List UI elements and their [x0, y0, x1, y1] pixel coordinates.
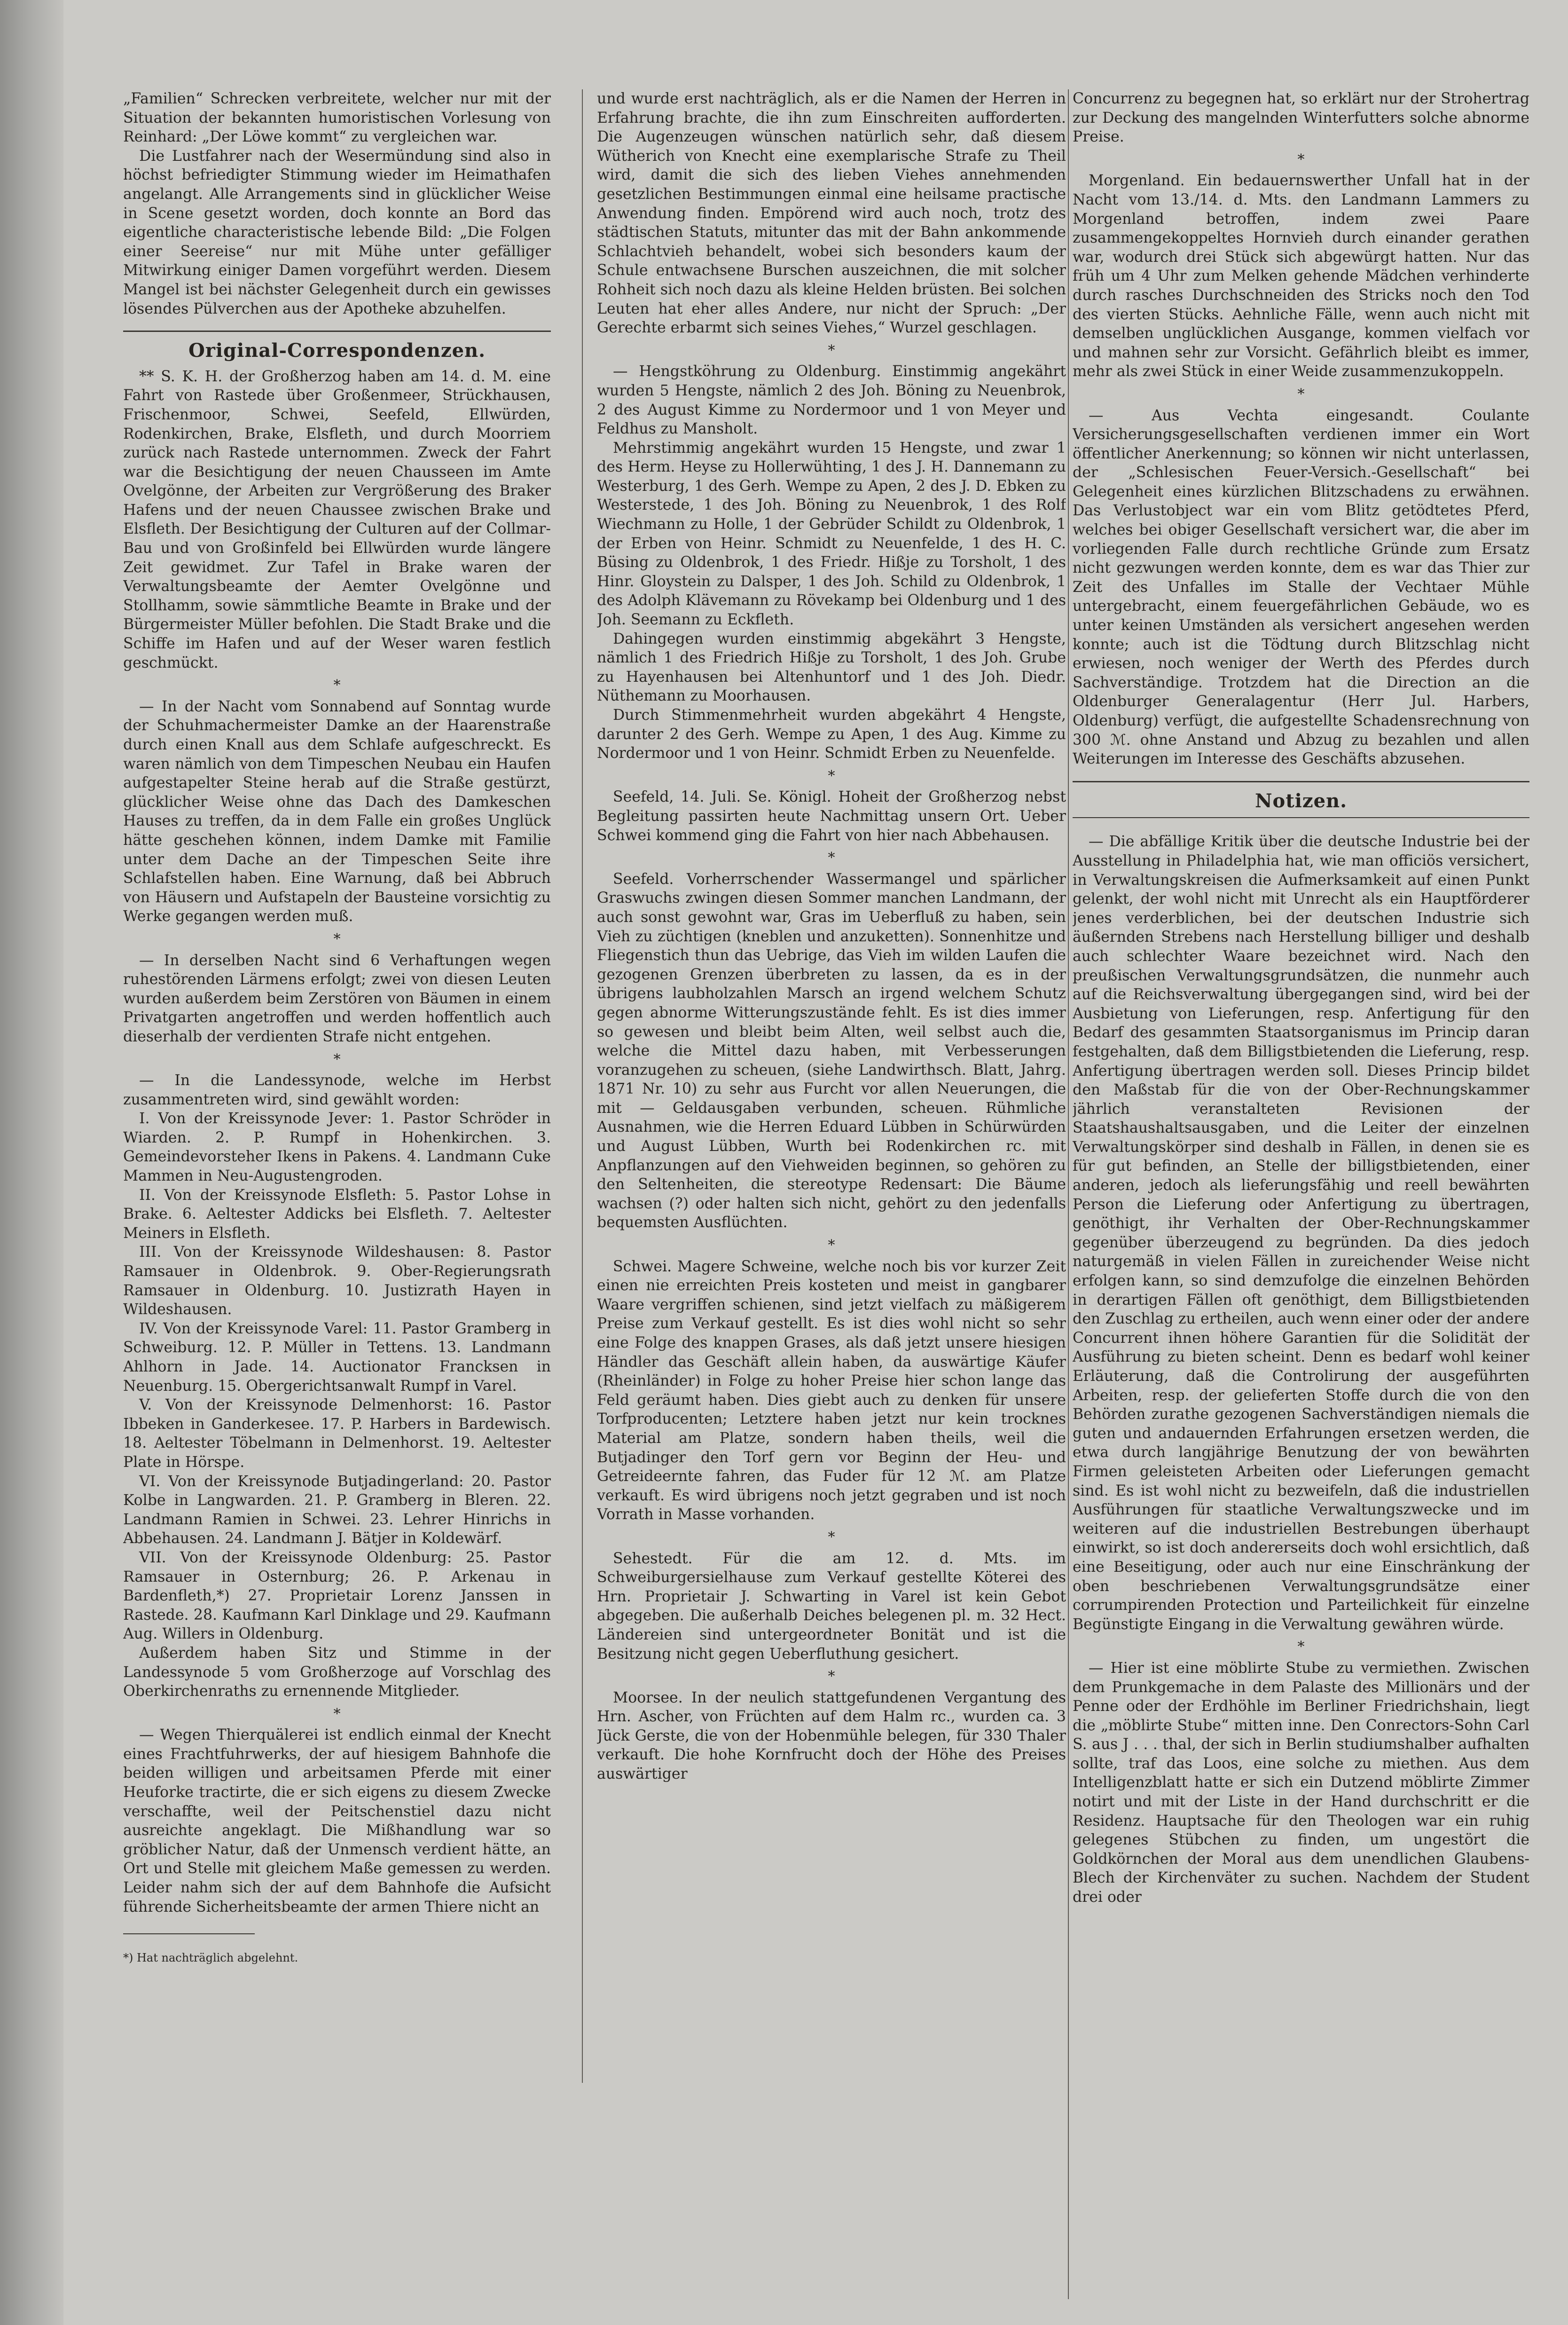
column-rule-2: [1068, 89, 1069, 2299]
list-paragraph: I. Von der Kreissynode Jever: 1. Pastor Schröder in Wiarden. 2. P. Rumpf in Hohenkirchen. 3. Gemeindevorsteher Ikens in Pakens. 4. Landmann Cuke Mammen in Neu-Augustengroden.: [123, 1110, 551, 1185]
article-paragraph: Sehestedt. Für die am 12. d. Mts. im Schweiburgersielhause zum Verkauf gestellte Köterei des Hrn. Proprietair J. Schwarting in Varel ist kein Gebot abgegeben. Die außerhalb Deiches belegenen pl. m. 32 Hect. Ländereien sind untergeordneter Bonität und ist die Besitzung nicht gegen Ueberfluthung gesichert.: [597, 1550, 1066, 1663]
asterisk-divider: *: [333, 930, 341, 947]
article-paragraph: ** S. K. H. der Großherzog haben am 14. d. M. eine Fahrt von Rastede über Großenmeer, Strückhausen, Frischenmoor, Schwei, Seefeld, Ellwürden, Rodenkirchen, Brake, Elsfleth, und durch Moorriem zurück nach Rastede unternommen. Zweck der Fahrt war die Besichtigung der neuen Chausseen im Amte Ovelgönne, der Arbeiten zur Vergrößerung des Braker Hafens und der neuen Chaussee zwischen Brake und Elsfleth. Der Besichtigung der Culturen auf der Collmar-Bau und von Großinfeld bei Ellwürden wurde längere Zeit gewidmet. Zur Tafel in Brake waren der Verwaltungsbeamte der Aemter Ovelgönne und Stollhamm, sowie sämmtliche Beamte in Brake und der Bürgermeister Müller befohlen. Die Stadt Brake und die Schiffe im Hafen und auf der Weser waren festlich geschmückt.: [123, 368, 551, 671]
section-heading: Notizen.: [1254, 789, 1348, 812]
article-paragraph: Dahingegen wurden einstimmig abgekährt 3 Hengste, nämlich 1 des Friedrich Hißje zu Torsholt, 1 des Joh. Grube zu Hayenhausen bei Altenhuntorf und 1 des Joh. Diedr. Nüthemann zu Moorhausen.: [597, 630, 1066, 705]
footnote-rule: [123, 1933, 255, 1934]
section-divider: [123, 331, 551, 332]
article-paragraph: — Aus Vechta eingesandt. Coulante Versicherungsgesellschaften verdienen immer ein Wort öffentlicher Anerkennung; so können wir nicht unterlassen, der „Schlesischen Feuer-Versich.-Gesellschaft“ bei Gelegenheit eines kürzlichen Blitzschadens zu erwähnen. Das Verlustobject war ein vom Blitz getödtetes Pferd, welches bei obiger Gesellschaft versichert war, die aber im vorliegenden Falle durch rechtliche Gründe zum Ersatz nicht gezwungen werden konnte, dem es war das Thier zur Zeit des Unfalles im Stalle der Vechtaer Mühle untergebracht, einem feuergefährlichen Gebäude, wo es unter keinen Umständen als versichert angesehen werden konnte; auch ist die Tödtung durch Blitzschlag nicht erwiesen, noch weniger der Werth des Pferdes durch Sachverständige. Trotzdem hat die Direction an die Oldenburger Generalagentur (Herr Jul. Harbers, Oldenburg) verfügt, die aufgestellte Schadensrechnung von 300 ℳ. ohne Anstand und Abzug zu bezahlen und allen Weiterungen im Interesse des Geschäfts abzusehen.: [1073, 407, 1529, 768]
section-heading: Original-Correspondenzen.: [188, 339, 486, 362]
list-paragraph: II. Von der Kreissynode Elsfleth: 5. Pastor Lohse in Brake. 6. Aeltester Addicks bei Elsfleth. 7. Aeltester Meiners in Elsfleth.: [123, 1186, 551, 1242]
footnote: *) Hat nachträglich abgelehnt.: [123, 1951, 298, 1965]
column-rule-1: [582, 89, 583, 2083]
article-paragraph: Moorsee. In der neulich stattgefundenen Vergantung des Hrn. Ascher, von Früchten auf dem Halm rc., wurden ca. 3 Jück Gerste, die von der Hobenmühle belegen, für 330 Thaler verkauft. Die hohe Kornfrucht doch der Höhe des Preises auswärtiger: [597, 1689, 1066, 1783]
article-paragraph: Schwei. Magere Schweine, welche noch bis vor kurzer Zeit einen nie erreichten Preis kosteten und meist in gangbarer Waare vergriffen schienen, sind jetzt vielfach zu mäßigerem Preise zum Verkauf gestellt. Es ist dies wohl nicht so sehr eine Folge des knappen Grases, als daß jetzt unsere hiesigen Händler das Geschäft allein haben, da auswärtige Käufer (Rheinländer) in Folge zu hoher Preise hier schon lange das Feld geräumt haben. Dies giebt auch zu denken für unsere Torfproducenten; Letztere haben jetzt nur kein trocknes Material am Platze, sondern haben theils, weil die Butjadinger den Torf gern vor Beginn der Heu- und Getreideernte fahren, das Fuder für 12 ℳ. am Platze verkauft. Es wird übrigens noch jetzt gegraben und ist noch Vorrath in Masse vorhanden.: [597, 1258, 1066, 1523]
asterisk-divider: *: [828, 1529, 835, 1545]
article-paragraph: Außerdem haben Sitz und Stimme in der Landessynode 5 vom Großherzoge auf Vorschlag des Oberkirchenraths zu ernennende Mitglieder.: [123, 1644, 551, 1700]
article-paragraph: Die Lustfahrer nach der Wesermündung sind also in höchst befriedigter Stimmung wieder im Heimathafen angelangt. Alle Arrangements sind in glücklicher Weise in Scene gesetzt worden, doch konnte an Bord das eigentliche characteristische lebende Bild: „Die Folgen einer Seereise“ nur mit Mühe unter gefälliger Mitwirkung einiger Damen vorgeführt werden. Diesem Mangel ist bei nächster Gelegenheit durch ein gewisses lösendes Pülverchen aus der Apotheke abzuhelfen.: [123, 147, 551, 317]
list-paragraph: III. Von der Kreissynode Wildeshausen: 8. Pastor Ramsauer in Oldenbrok. 9. Ober-Regierungsrath Ramsauer in Oldenburg. 10. Justizrath Hayen in Wildeshausen.: [123, 1244, 551, 1318]
asterisk-divider: *: [828, 1668, 835, 1685]
asterisk-divider: *: [333, 1051, 341, 1068]
binding-gutter: [0, 0, 63, 2325]
asterisk-divider: *: [828, 1237, 835, 1254]
article-paragraph: — Die abfällige Kritik über die deutsche Industrie bei der Ausstellung in Philadelphia hat, wie man officiös versichert, in Verwaltungskreisen die Aufmerksamkeit auf einen Punkt gelenkt, der wohl nicht mit Unrecht als ein Hauptförderer jenes verderblichen, bei der deutschen Industrie sich äußernden Strebens nach Herstellung billiger und deshalb auch schlechter Waare bezeichnet wird. Nach den preußischen Verwaltungsgrundsätzen, die nunmehr auch auf die Reichsverwaltung übergegangen sind, wird bei der Ausbietung von Lieferungen, resp. Anfertigung für den Bedarf des gesammten Staatsorganismus im Princip daran festgehalten, daß dem Billigstbietenden die Lieferung, resp. Anfertigung übertragen werden soll. Dieses Princip bildet den Maßstab für die von der Ober-Rechnungskammer jährlich veranstalteten Revisionen der Staatshaushaltsausgaben, und die Leiter der einzelnen Verwaltungskörper sind deshalb in Fällen, in denen sie es für gut befinden, an Stelle der billigstbietenden, einer anderen, jedoch als lieferungsfähig und reell bewährten Person die Lieferung oder Anfertigung zu übertragen, genöthigt, ihr Verhalten der Ober-Rechnungskammer gegenüber überzeugend zu begründen. Da dies jedoch naturgemäß in vielen Fällen in zureichender Weise nicht erfolgen kann, so sind demzufolge die einzelnen Behörden in derartigen Fällen oft genöthigt, dem Billigstbietenden den Zuschlag zu ertheilen, auch wenn einer oder der andere Concurrent ihnen höhere Garantien für die Solidität der Ausführung zu bieten scheint. Denn es bedarf wohl keiner Erläuterung, daß die Controlirung der ausgeführten Arbeiten, resp. der gelieferten Stoffe durch die von den Behörden zurathe gezogenen Sachverständigen niemals die guten und andauernden Erfahrungen ersetzen werden, die etwa durch langjährige Benutzung der von bewährten Firmen geleisteten Arbeiten oder Lieferungen gemacht sind. Es ist wohl nicht zu bezweifeln, daß die industriellen Ausführungen für staatliche Verwaltungszwecke und im weiteren auf die industriellen Bestrebungen überhaupt einwirkt, so ist doch andererseits doch wohl ersichtlich, daß eine Beseitigung, oder auch nur eine Einschränkung der oben beschriebenen Verwaltungsgrundsätze einer corrumpirenden Protection und Parteilichkeit für einzelne Begünstigte Eingang in die Verwaltung gewähren würde.: [1073, 833, 1529, 1633]
article-paragraph: Mehrstimmig angekährt wurden 15 Hengste, und zwar 1 des Herm. Heyse zu Hollerwühting, 1 des J. H. Dannemann zu Westerburg, 1 des Gerh. Wempe zu Apen, 2 des J. D. Ebken zu Westerstede, 1 des Joh. Böning zu Neuenbrok, 1 des Rolf Wiechmann zu Holle, 1 der Gebrüder Schildt zu Oldenbrok, 1 der Erben von Heinr. Schmidt zu Neuenfelde, 1 des H. C. Büsing zu Oldenbrok, 1 des Friedr. Hißje zu Torsholt, 1 des Hinr. Gloystein zu Dalsper, 1 des Joh. Schild zu Oldenbrok, 1 des Adolph Klävemann zu Rövekamp bei Oldenburg und 1 des Joh. Seemann zu Eckfleth.: [597, 439, 1066, 629]
article-paragraph: „Familien“ Schrecken verbreitete, welcher nur mit der Situation der bekannten humoristischen Vorlesung von Reinhard: „Der Löwe kommt“ zu vergleichen war.: [123, 90, 551, 146]
list-paragraph: VI. Von der Kreissynode Butjadingerland: 20. Pastor Kolbe in Langwarden. 21. P. Gramberg in Bleren. 22. Landmann Ramien in Schwei. 23. Lehrer Hinrichs in Abbehausen. 24. Landmann J. Bätjer in Koldewärf.: [123, 1473, 551, 1547]
asterisk-divider: *: [828, 850, 835, 867]
article-paragraph: Durch Stimmenmehrheit wurden abgekährt 4 Hengste, darunter 2 des Gerh. Wempe zu Apen, 1 des Aug. Kimme zu Nordermoor und 1 von Heinr. Schmidt Erben zu Neuenfelde.: [597, 707, 1066, 762]
article-paragraph: Seefeld, 14. Juli. Se. Königl. Hoheit der Großherzog nebst Begleitung passirten heute Nachmittag unsern Ort. Ueber Schwei kommend ging die Fahrt von hier nach Abbehausen.: [597, 788, 1066, 844]
heading-underline: [1073, 817, 1529, 818]
list-paragraph: VII. Von der Kreissynode Oldenburg: 25. Pastor Ramsauer in Osternburg; 26. P. Arkenau in Bardenfleth,*) 27. Proprietair Lorenz Janssen in Rastede. 28. Kaufmann Karl Dinklage und 29. Kaufmann Aug. Willers in Oldenburg.: [123, 1549, 551, 1643]
article-paragraph: Concurrenz zu begegnen hat, so erklärt nur der Strohertrag zur Deckung des mangelnden Winterfutters solche abnorme Preise.: [1073, 90, 1529, 146]
article-paragraph: Morgenland. Ein bedauernswerther Unfall hat in der Nacht vom 13./14. d. Mts. den Landmann Lammers zu Morgenland betroffen, indem zwei Paare zusammengekoppeltes Hornvieh durch einander gerathen war, wodurch drei Stück sich abgewürgt hatten. Nur das früh um 4 Uhr zum Melken gehende Mädchen verhinderte durch rasches Durchschneiden des Stricks noch den Tod des vierten Stücks. Aehnliche Fälle, wenn auch nicht mit demselben unglücklichen Ausgange, kommen vielfach vor und mahnen sehr zur Vorsicht. Gefährlich bleibt es immer, mehr als zwei Stück in einer Weide zusammenzukoppeln.: [1073, 172, 1529, 380]
column-1: [123, 89, 551, 2299]
article-paragraph: und wurde erst nachträglich, als er die Namen der Herren in Erfahrung brachte, die ihn zum Einschreiten aufforderten. Die Augenzeugen wünschen natürlich sehr, daß diesem Wütherich von Knecht eine exemplarische Strafe zu Theil wird, damit die sich des lieben Viehes annehmenden gesetzlichen Bestimmungen einmal eine heilsame practische Anwendung finden. Empörend wird auch noch, trotz des städtischen Statuts, mitunter das mit der Bahn ankommende Schlachtvieh behandelt, wobei sich besonders kaum der Schule entwachsene Burschen auszeichnen, die mit solcher Rohheit sich noch dazu als kleine Helden brüsten. Bei solchen Leuten hat eher alles Andere, nur nicht der Spruch: „Der Gerechte erbarmt sich seines Viehes,“ Wurzel geschlagen.: [597, 90, 1066, 337]
section-divider: [1073, 781, 1529, 782]
asterisk-divider: *: [333, 1705, 341, 1722]
column-3: [1073, 89, 1529, 2299]
article-paragraph: — Wegen Thierquälerei ist endlich einmal der Knecht eines Frachtfuhrwerks, der auf hiesigem Bahnhofe die beiden willigen und arbeitsamen Pferde mit einer Heuforke tractirte, die er sich eigens zu diesem Zwecke verschaffte, weil der Peitschenstiel dazu nicht ausreichte angeklagt. Die Mißhandlung war so gröblicher Natur, daß der Unmensch verdient hätte, an Ort und Stelle mit gleichem Maße gemessen zu werden. Leider nahm sich der auf dem Bahnhofe die Aufsicht führende Sicherheitsbeamte der armen Thiere nicht an: [123, 1726, 551, 1915]
asterisk-divider: *: [1297, 386, 1305, 402]
asterisk-divider: *: [828, 767, 835, 784]
article-paragraph: — In die Landessynode, welche im Herbst zusammentreten wird, sind gewählt worden:: [123, 1072, 551, 1108]
article-paragraph: — Hengstköhrung zu Oldenburg. Einstimmig angekährt wurden 5 Hengste, nämlich 2 des Joh. Böning zu Neuenbrok, 2 des August Kimme zu Nordermoor und 1 von Meyer und Feldhus zu Mansholt.: [597, 363, 1066, 438]
column-2: [597, 89, 1066, 2299]
asterisk-divider: *: [828, 342, 835, 359]
article-paragraph: — In der Nacht vom Sonnabend auf Sonntag wurde der Schuhmachermeister Damke an der Haarenstraße durch einen Knall aus dem Schlafe aufgeschreckt. Es waren nämlich von dem Timpeschen Neubau ein Haufen aufgestapelter Steine herab auf die Straße gestürzt, glücklicher Weise ohne das Dach des Damkeschen Hauses zu treffen, da in dem Falle ein großes Unglück hätte geschehen können, indem Damke mit Familie unter dem Dache an der Timpeschen Seite ihre Schlafstellen haben. Eine Warnung, daß bei Abbruch von Häusern und Aufstapeln der Bausteine vorsichtig zu Werke gegangen werden muß.: [123, 698, 551, 925]
asterisk-divider: *: [333, 677, 341, 694]
article-paragraph: — Hier ist eine möblirte Stube zu vermiethen. Zwischen dem Prunkgemache in dem Palaste des Millionärs und der Penne oder der Erdhöhle im Berliner Friedrichshain, liegt die „möblirte Stube“ mitten inne. Den Conrectors-Sohn Carl S. aus J . . . thal, der sich in Berlin studiumshalber aufhalten sollte, traf das Loos, eine solche zu miethen. Aus dem Intelligenzblatt hatte er sich ein Dutzend möblirte Zimmer notirt und mit der Liste in der Hand durchschritt er die Residenz. Hauptsache für den Theologen war ein ruhig gelegenes Stübchen zu finden, um ungestört die Goldkörnchen der Moral aus dem unendlichen Glaubens-Blech der Kirchenväter zu suchen. Nachdem der Student drei oder: [1073, 1659, 1529, 1906]
asterisk-divider: *: [1297, 1639, 1305, 1655]
list-paragraph: V. Von der Kreissynode Delmenhorst: 16. Pastor Ibbeken in Ganderkesee. 17. P. Harbers in Bardewisch. 18. Aeltester Töbelmann in Delmenhorst. 19. Aeltester Plate in Hörspe.: [123, 1396, 551, 1471]
asterisk-divider: *: [1297, 151, 1305, 168]
list-paragraph: IV. Von der Kreissynode Varel: 11. Pastor Gramberg in Schweiburg. 12. P. Müller in Tettens. 13. Landmann Ahlhorn in Jade. 14. Auctionator Francksen in Neuenburg. 15. Obergerichtsanwalt Rumpf in Varel.: [123, 1320, 551, 1395]
article-paragraph: Seefeld. Vorherrschender Wassermangel und spärlicher Graswuchs zwingen diesen Sommer manchen Landmann, der auch sonst gewohnt war, Gras im Ueberfluß zu haben, sein Vieh zu züchtigen (kneblen und anzuketten). Sonnenhitze und Fliegenstich thun das Uebrige, das Vieh im wilden Laufen die gezogenen Grenzen überbreten zu lassen, da es in der übrigens laubholzahlen Marsch an irgend welchem Schutz gegen abnorme Witterungszustände fehlt. Es ist dies immer so gewesen und bleibt beim Alten, weil selbst auch die, welche die Mittel dazu haben, mit Verbesserungen voranzugehen zu scheuen, (siehe Landwirthsch. Blatt, Jahrg. 1871 Nr. 10) zu sehr aus Furcht vor allen Neuerungen, die mit — Geldausgaben verbunden, scheuen. Rühmliche Ausnahmen, wie die Herren Eduard Lübben in Schürwürden und August Lübben, Wurth bei Rodenkirchen rc. mit Anpflanzungen auf den Viehweiden beginnen, so gehören zu den Seltenheiten, die stereotype Redensart: Die Bäume wachsen (?) oder halten sich nicht, gehört zu den jedenfalls bequemsten Ausflüchten.: [597, 870, 1066, 1231]
article-paragraph: — In derselben Nacht sind 6 Verhaftungen wegen ruhestörenden Lärmens erfolgt; zwei von diesen Leuten wurden außerdem beim Zerstören von Bäumen in einem Privatgarten angetroffen und werden hoffentlich auch dieserhalb der verdienten Strafe nicht entgehen.: [123, 952, 551, 1045]
